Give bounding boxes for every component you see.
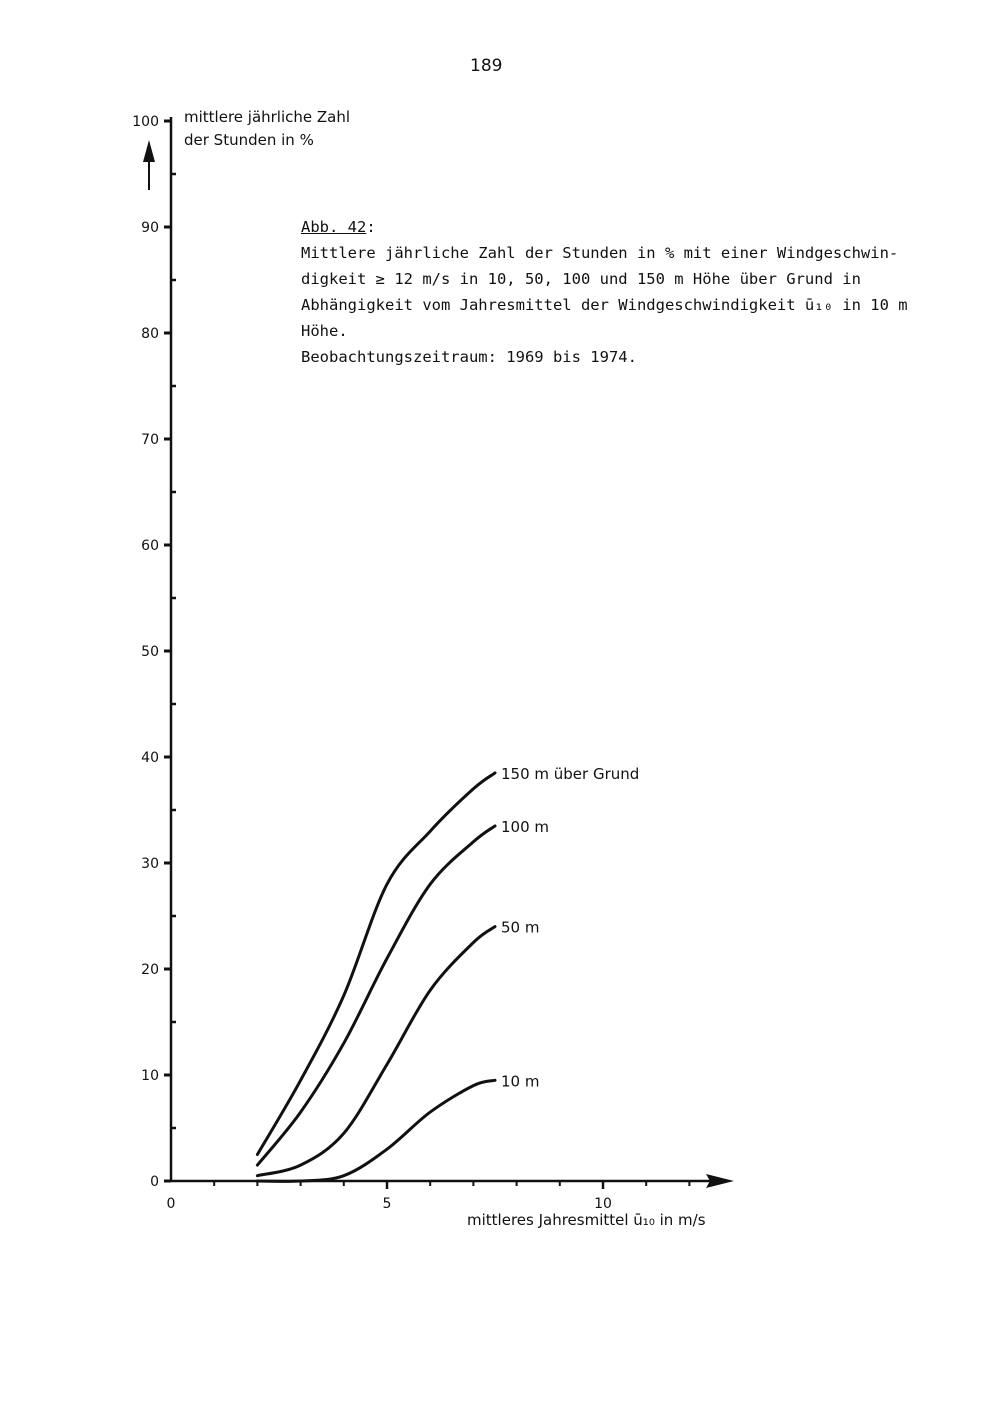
y-tick-label: 0 — [150, 1174, 159, 1190]
caption-line: Höhe. — [301, 322, 348, 340]
series-line-2 — [257, 927, 495, 1176]
y-axis-title-line-2: der Stunden in % — [184, 131, 314, 149]
y-tick-label: 20 — [141, 962, 159, 978]
y-ticks — [132, 114, 176, 1190]
y-tick-label: 70 — [141, 432, 159, 448]
y-tick-label: 60 — [141, 538, 159, 554]
series-line-0 — [257, 773, 495, 1155]
x-tick-label: 10 — [594, 1196, 612, 1212]
x-tick-label: 5 — [382, 1196, 392, 1212]
series-label-2: 50 m — [501, 918, 540, 937]
caption-line: Abhängigkeit vom Jahresmittel der Windgeschwindigkeit ū₁₀ in 10 m — [301, 296, 908, 314]
page-number: 189 — [470, 56, 503, 76]
caption-line: Beobachtungszeitraum: 1969 bis 1974. — [301, 348, 637, 366]
caption-heading: Abb. 42 — [301, 218, 367, 236]
y-axis-arrowhead — [143, 140, 155, 162]
x-axis-title: mittleres Jahresmittel ū₁₀ in m/s — [467, 1211, 706, 1229]
y-tick-label: 100 — [132, 114, 159, 130]
y-tick-label: 10 — [141, 1068, 159, 1084]
caption-line: Mittlere jährliche Zahl der Stunden in % mit einer Windgeschwin- — [301, 244, 899, 262]
y-tick-label: 90 — [141, 220, 159, 236]
series-label-0: 150 m über Grund — [501, 764, 640, 783]
caption-heading-suffix: : — [366, 218, 376, 236]
y-tick-label: 80 — [141, 326, 159, 342]
y-tick-label: 50 — [141, 644, 159, 660]
figure-caption — [301, 214, 941, 370]
caption-heading-row — [301, 214, 941, 240]
series-line-1 — [257, 826, 495, 1165]
caption-line: digkeit ≥ 12 m/s in 10, 50, 100 und 150 m Höhe über Grund in — [301, 270, 861, 288]
y-axis-title-line-1: mittlere jährliche Zahl — [184, 108, 351, 126]
x-axis-arrowhead — [706, 1174, 734, 1188]
series-label-3: 10 m — [501, 1072, 540, 1091]
series-group — [257, 765, 639, 1182]
x-tick-label: 0 — [166, 1196, 176, 1212]
series-label-1: 100 m — [501, 817, 550, 836]
y-tick-label: 40 — [141, 750, 159, 766]
x-ticks — [167, 1181, 690, 1212]
y-tick-label: 30 — [141, 856, 159, 872]
